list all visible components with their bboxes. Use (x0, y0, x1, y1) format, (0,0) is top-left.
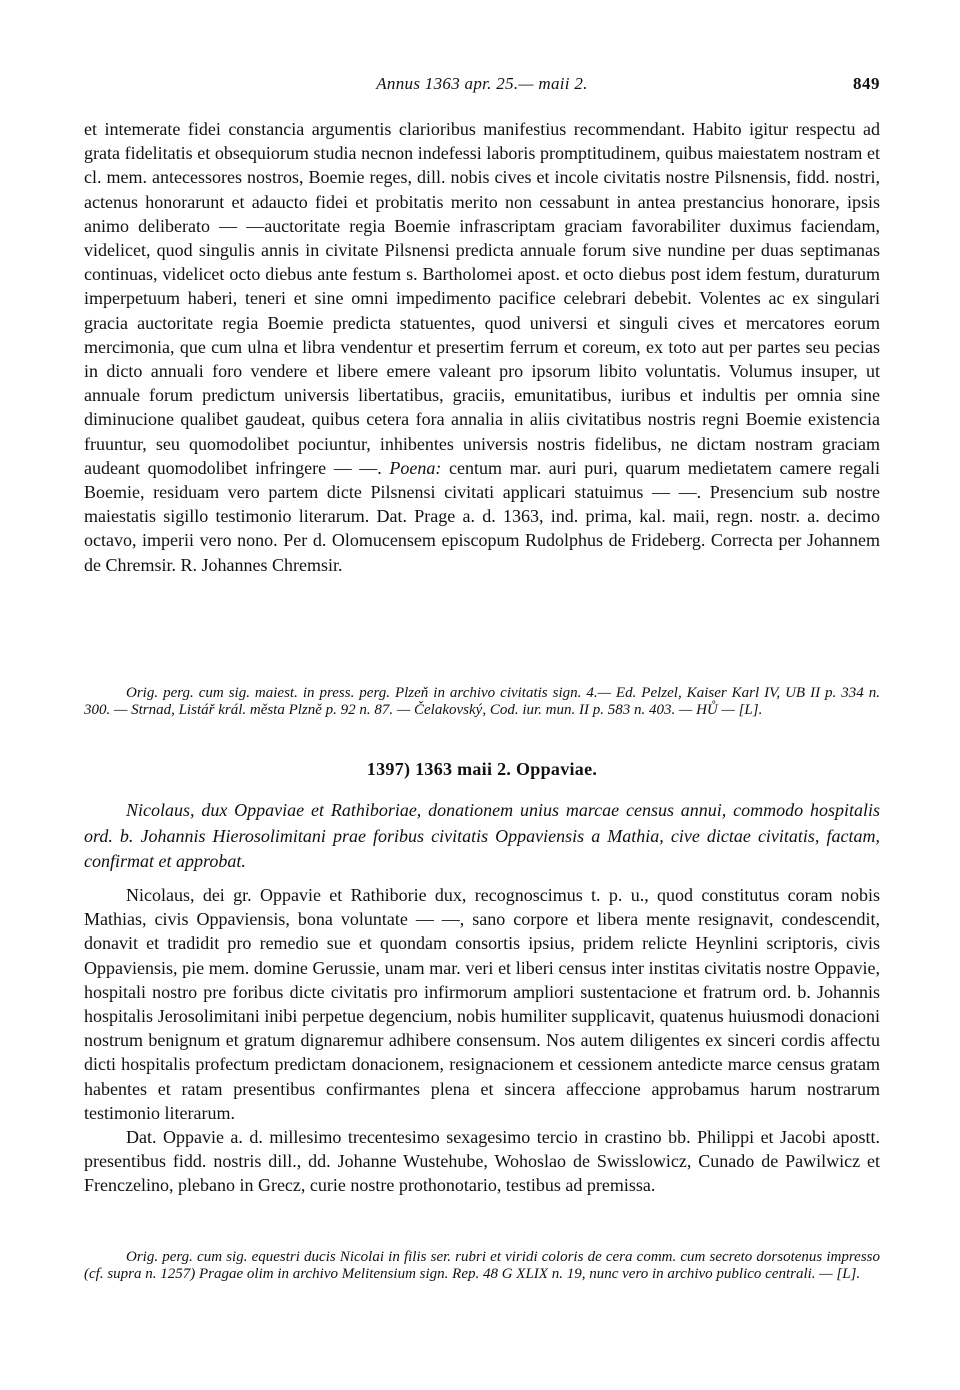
charter-1396-text-after-poena: centum mar. auri puri, quarum medietatem camere regali Boemie, residuam vero partem dicte Pilsnensi civitati applicari statuimus — —. Presencium sub nostre maiestatis sigillo testimonio literarum. Dat. Prage a. d. 1363, ind. prima, kal. maii, regn. nostr. a. decimo octavo, imperii vero nono. Per d. Olomucensem episcopum Rudolphus de Frideberg. Correcta per Johannem de Chremsir. R. Johannes Chremsir. (84, 457, 881, 575)
charter-1397-heading: 1397) 1363 maii 2. Oppaviae. (366, 759, 598, 779)
charter-1397-text (84, 883, 880, 1198)
charter-1396-source-note (84, 685, 880, 718)
charter-1396-paragraph (84, 117, 880, 577)
charter-1397-regest-text: Nicolaus, dux Oppaviae et Rathiboriae, donationem unius marcae census annui, commodo hospitalis ord. b. Johannis Hierosolimitani prae foribus civitatis Oppaviensis a Mathia, cive dictae civitatis, factam, confirmat et approbat. (84, 800, 880, 871)
charter-1397-note-text: Orig. perg. cum sig. equestri ducis Nicolai in filis ser. rubri et viridi coloris de cera comm. cum secreto dorsotenus impresso (cf. supra n. 1257) Pragae olim in archivo Melitensium sign. Rep. 48 G XLIX n. 19, nunc vero in archivo publico centrali. — [L]. (84, 1249, 880, 1282)
charter-1397-paragraph-dat: Dat. Oppavie a. d. millesimo trecentesimo sexagesimo tercio in crastino bb. Philippi et Jacobi apostt. presentibus fidd. nostris dill., dd. Johanne Wustehube, Wohoslao de Swisslowicz, Cunado de Pawilwicz et Frenczelino, plebano in Grecz, curie nostre prothonotario, testibus ad premissa. (84, 1127, 880, 1196)
page-number: 849 (853, 74, 880, 93)
running-title: Annus 1363 apr. 25.— maii 2. (376, 74, 588, 93)
charter-1396-text-before-poena: et intemerate fidei constancia argumentis clarioribus manifestius recommendant. Habito igitur respectu ad grata fidelitatis et obsequiorum studia necnon indefessi laboris promptitudinem, quibus maiestatem nostram et cl. mem. antecessores nostros, Boemie reges, dill. nobis cives et incole civitatis nostre Pilsnensis, fidd. nostri, actenus honorarunt et adaucto fidei et probitatis merito non cessabunt in antea prestancius honorare, ipsis animo deliberato — —auctoritate regia Boemie infrascriptam graciam favorabiliter duximus faciendam, videlicet, quod singulis annis in civitate Pilsnensi predicta annuale forum sive nundine per duas septimanas continuas, videlicet octo diebus ante festum s. Bartholomei apost. et octo diebus post idem festum, duraturum imperpetuum haberi, teneri et sine omni impedimento pacifice celebrari debebit. Volentes ac ex singulari gracia auctoritate regia Boemie predicta statuentes, quod universi et singuli cives et mercatores eorum mercimonia, que cum ulna et libra vendentur et presertim ferrum et coreum, ex toto aut per partes seu pecias in dicto annuali foro vendere et libere emere valeant pro ipsorum libito voluntatis. Volumus insuper, ut annuale forum predictum universis libertatibus, graciis, emunitatibus, iuribus et indultis per omnia sine diminucione qualibet gaudeat, quibus cetera fora annalia in aliis civitatibus nostris regni Boemie existencia fruuntur, seu quomodolibet pociuntur, inhibentes universis nostris fidelibus, ne dictam nostram graciam audeant quomodolibet infringere — —. (84, 119, 880, 478)
document-page (84, 0, 880, 1390)
charter-1396-text (84, 117, 880, 577)
charter-1396-note-text: Orig. perg. cum sig. maiest. in press. perg. Plzeň in archivo civitatis sign. 4.— Ed. Pelzel, Kaiser Karl IV, UB II p. 334 n. 300. — Strnad, Listář král. města Plzně p. 92 n. 87. — Čelakovský, Cod. iur. mun. II p. 583 n. 403. — HŮ — [L]. (84, 685, 880, 718)
charter-1397-source-note (84, 1249, 880, 1282)
charter-1397-regest (84, 798, 880, 875)
running-head (84, 74, 880, 98)
poena-label: Poena: (389, 457, 442, 478)
charter-1397-paragraph-main: Nicolaus, dei gr. Oppavie et Rathiborie dux, recognoscimus t. p. u., quod constitutus coram nobis Mathias, civis Oppaviensis, bona voluntate — —, sano corpore et libera mente resignavit, condescendit, donavit et tradidit pro remedio sue et quondam consortis ipsius, pridem relicte Heynlini scriptoris, civis Oppaviensis, pie mem. domine Gerussie, unam mar. veri et liberi census inter institas civitatis nostre Oppavie, hospitali nostro pre foribus dicte civitatis pro infirmorum ampliori sustentacione et fratrum ord. b. Johannis hospitalis Jerosolimitani inibi perpetue degencium, nobis humiliter supplicavit, quatenus huiusmodi donacioni nostrum benignum et gratum dignaremur adhibere consensum. Nos autem diligentes ex sinceri cordis affectu dicti hospitalis profectum predictam donacionem, resignacionem et cessionem antedicte marce census gratam habentes et ratam presentibus confirmantes plena et sincera affeccione approbamus harum nostrarum testimonio literarum. (84, 885, 880, 1123)
